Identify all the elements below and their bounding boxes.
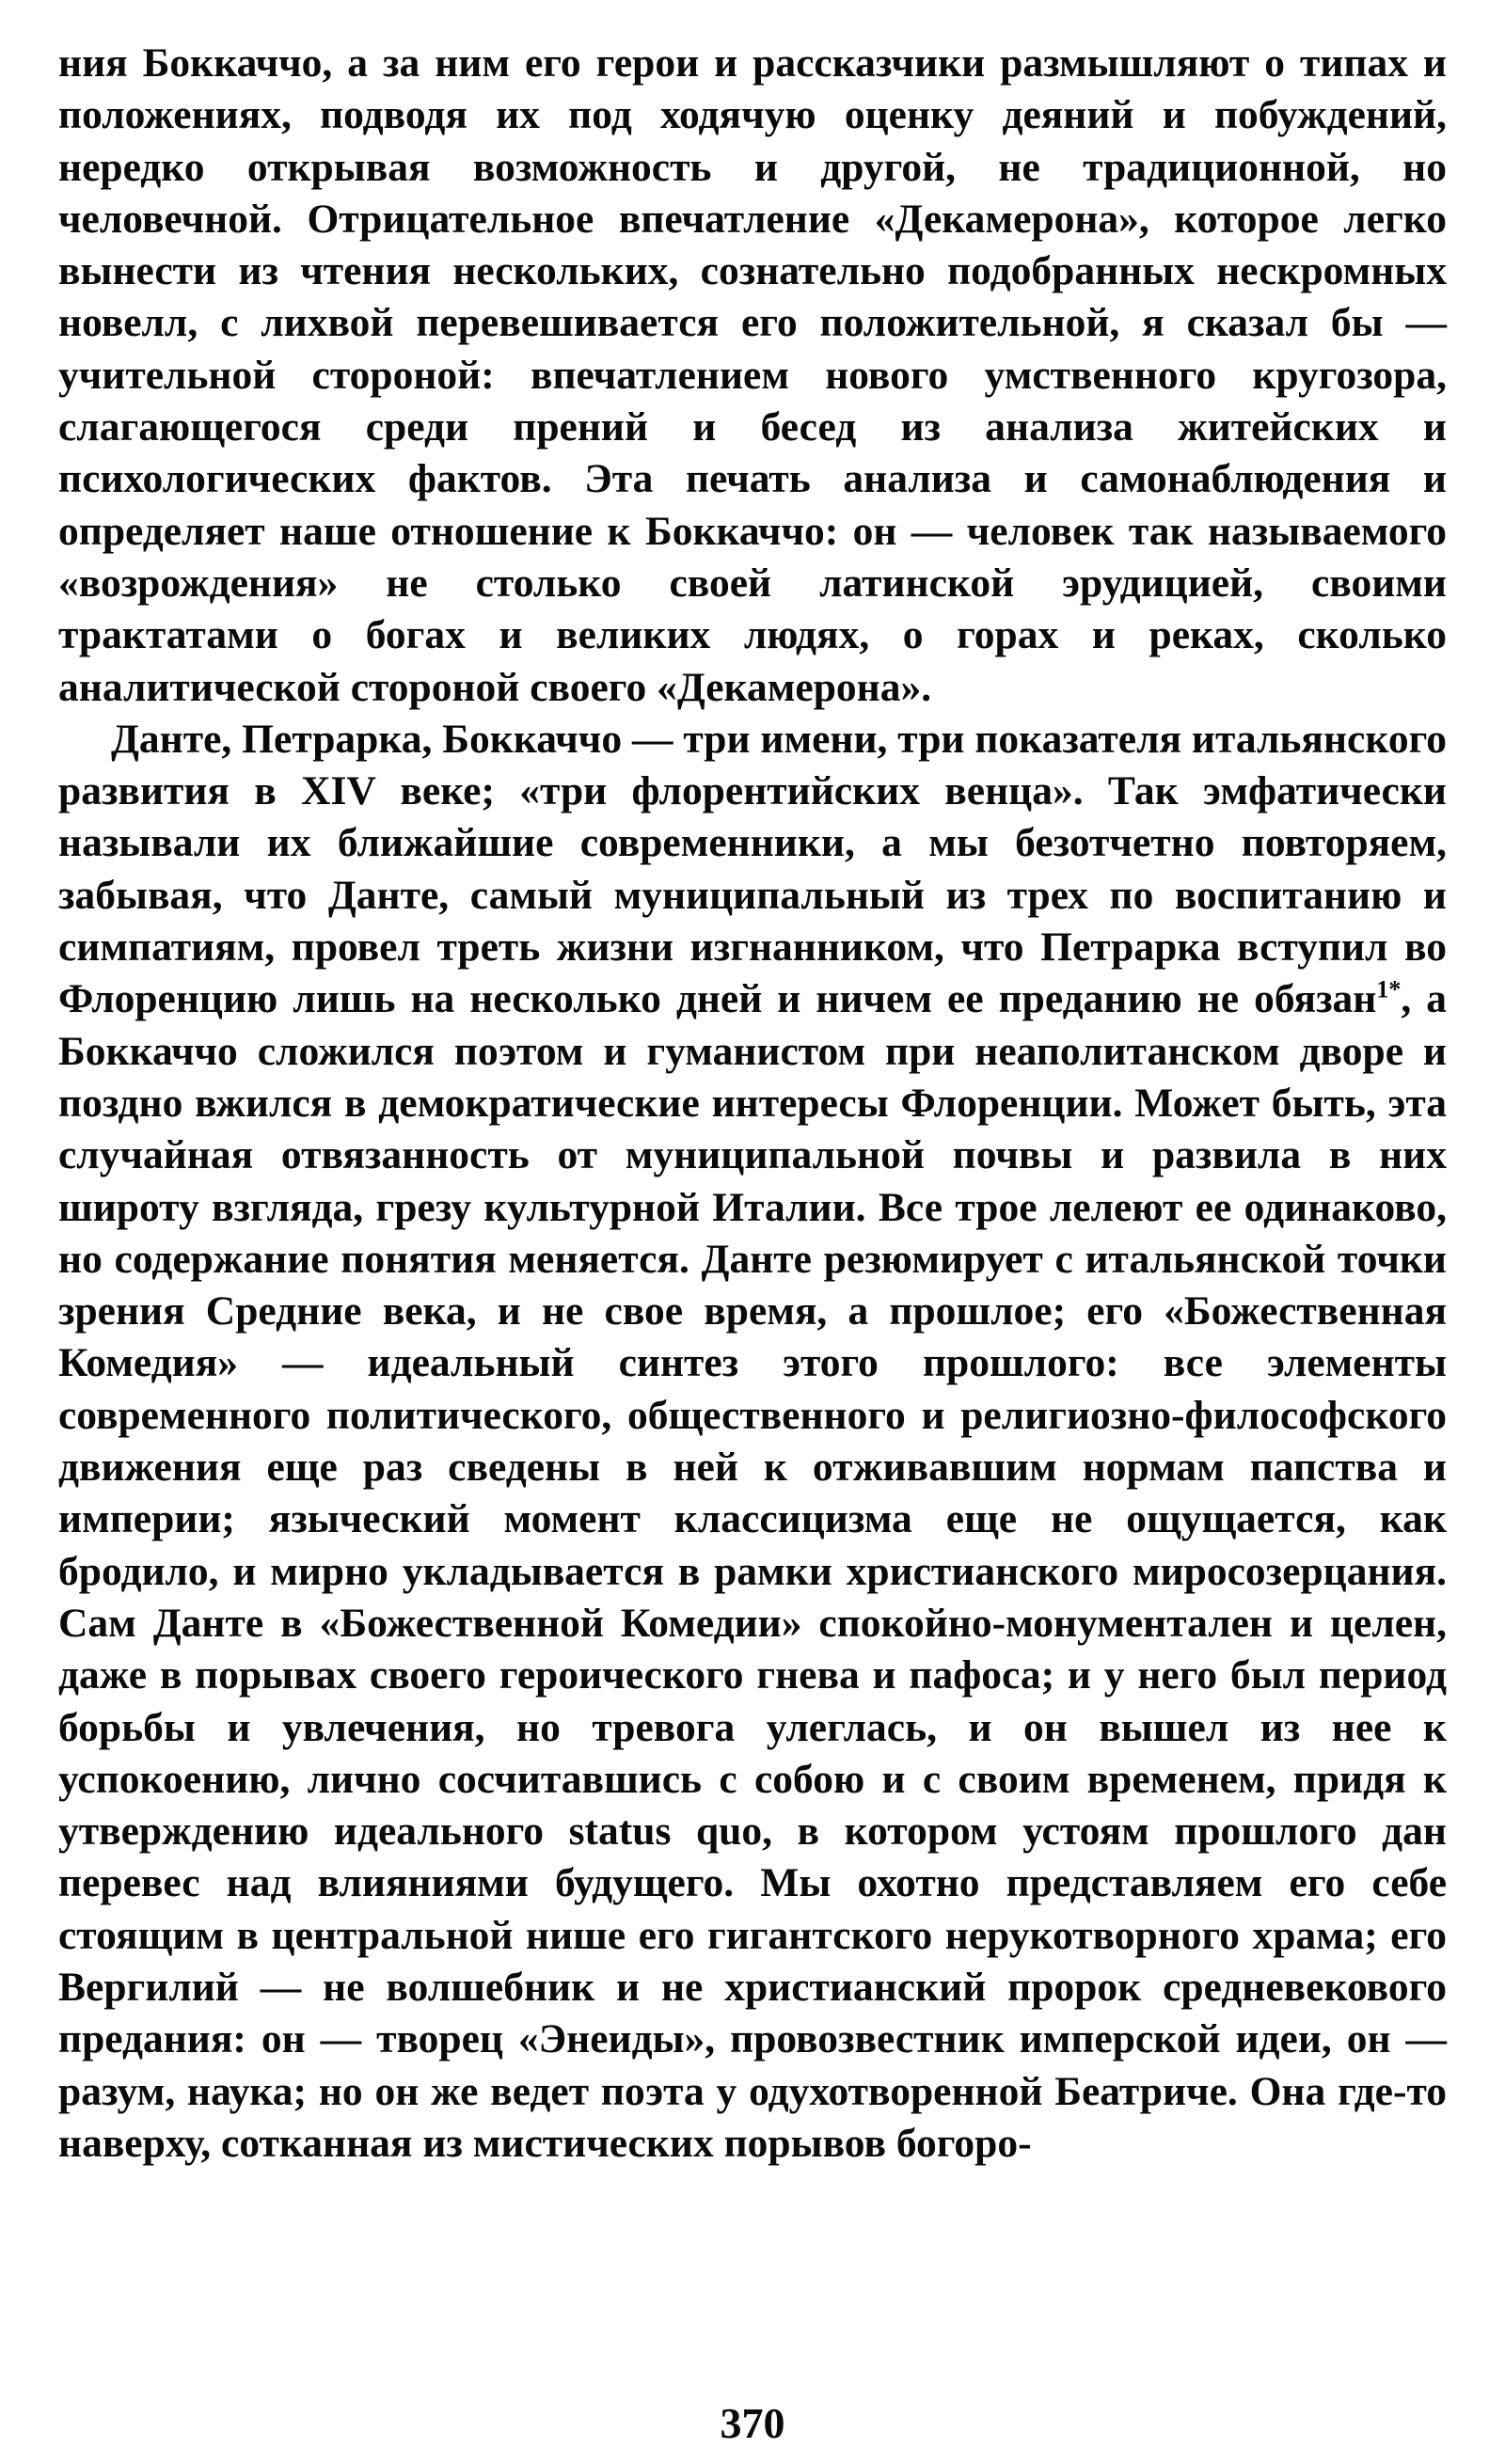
paragraph-2 — [58, 714, 1447, 2170]
page-number: 370 — [720, 2399, 785, 2447]
paragraph-1: ния Боккаччо, а за ним его герои и рассказчики размышляют о типах и положениях, подводя их под ходячую оценку деяний и побуждений, нередко открывая возможность и другой, не традиционной, но человечной. Отрицательное впечатление «Декамерона», которое легко вынести из чтения нескольких, сознательно подобранных нескромных новелл, с лихвой перевешивается его положительной, я сказал бы — учительной стороной: впечатлением нового умственного кругозора, слагающегося среди прений и бесед из анализа житейских и психологических фактов. Эта печать анализа и самонаблюдения и определяет наше отношение к Боккаччо: он — человек так называемого «возрождения» не столько своей латинской эрудицией, своими трактатами о богах и великих людях, о горах и реках, сколько аналитической стороной своего «Декамерона». — [58, 40, 1447, 710]
footnote-reference[interactable]: 1* — [1376, 975, 1402, 1003]
paragraph-2-text-before: Данте, Петрарка, Боккаччо — три имени, три показателя итальянского развития в XIV веке; «три флорентийских венца». Так эмфатически называли их ближайшие современники, а мы безотчетно повторяем, забывая, что Данте, самый муниципальный из трех по воспитанию и симпатиям, провел треть жизни изгнанником, что Петрарка вступил во Флоренцию лишь на несколько дней и ничем ее преданию не обязан — [58, 716, 1447, 1022]
page-body — [58, 38, 1447, 2170]
paragraph-2-text-after: , а Боккаччо сложился поэтом и гуманистом при неаполитанском дворе и поздно вжился в демократические интересы Флоренции. Может быть, эта случайная отвязанность от муниципальной почвы и развила в них широту взгляда, грезу культурной Италии. Все трое лелеют ее одинаково, но содержание понятия меняется. Данте резюмирует с итальянской точки зрения Средние века, и не свое время, а прошлое; его «Божественная Комедия» — идеальный синтез этого прошлого: все элементы современного политического, общественного и религиозно-философского движения еще раз сведены в ней к отживавшим нормам папства и империи; языческий момент классицизма еще не ощущается, как бродило, и мирно укладывается в рамки христианского миросозерцания. Сам Данте в «Божественной Комедии» спокойно-монументален и целен, даже в порывах своего героического гнева и пафоса; и у него был период борьбы и увлечения, но тревога улеглась, и он вышел из нее к успокоению, лично сосчитавшись с собою и с своим временем, придя к утверждению идеального status quo, в котором устоям прошлого дан перевес над влияниями будущего. Мы охотно представляем его себе стоящим в центральной нише его гигантского нерукотворного храма; его Вергилий — не волшебник и не христианский пророк средневекового предания: он — творец «Энеиды», провозвестник имперской идеи, он — разум, наука; но он же ведет поэта у одухотворенной Беатриче. Она где-то наверху, сотканная из мистических порывов богоро- — [58, 976, 1447, 2166]
